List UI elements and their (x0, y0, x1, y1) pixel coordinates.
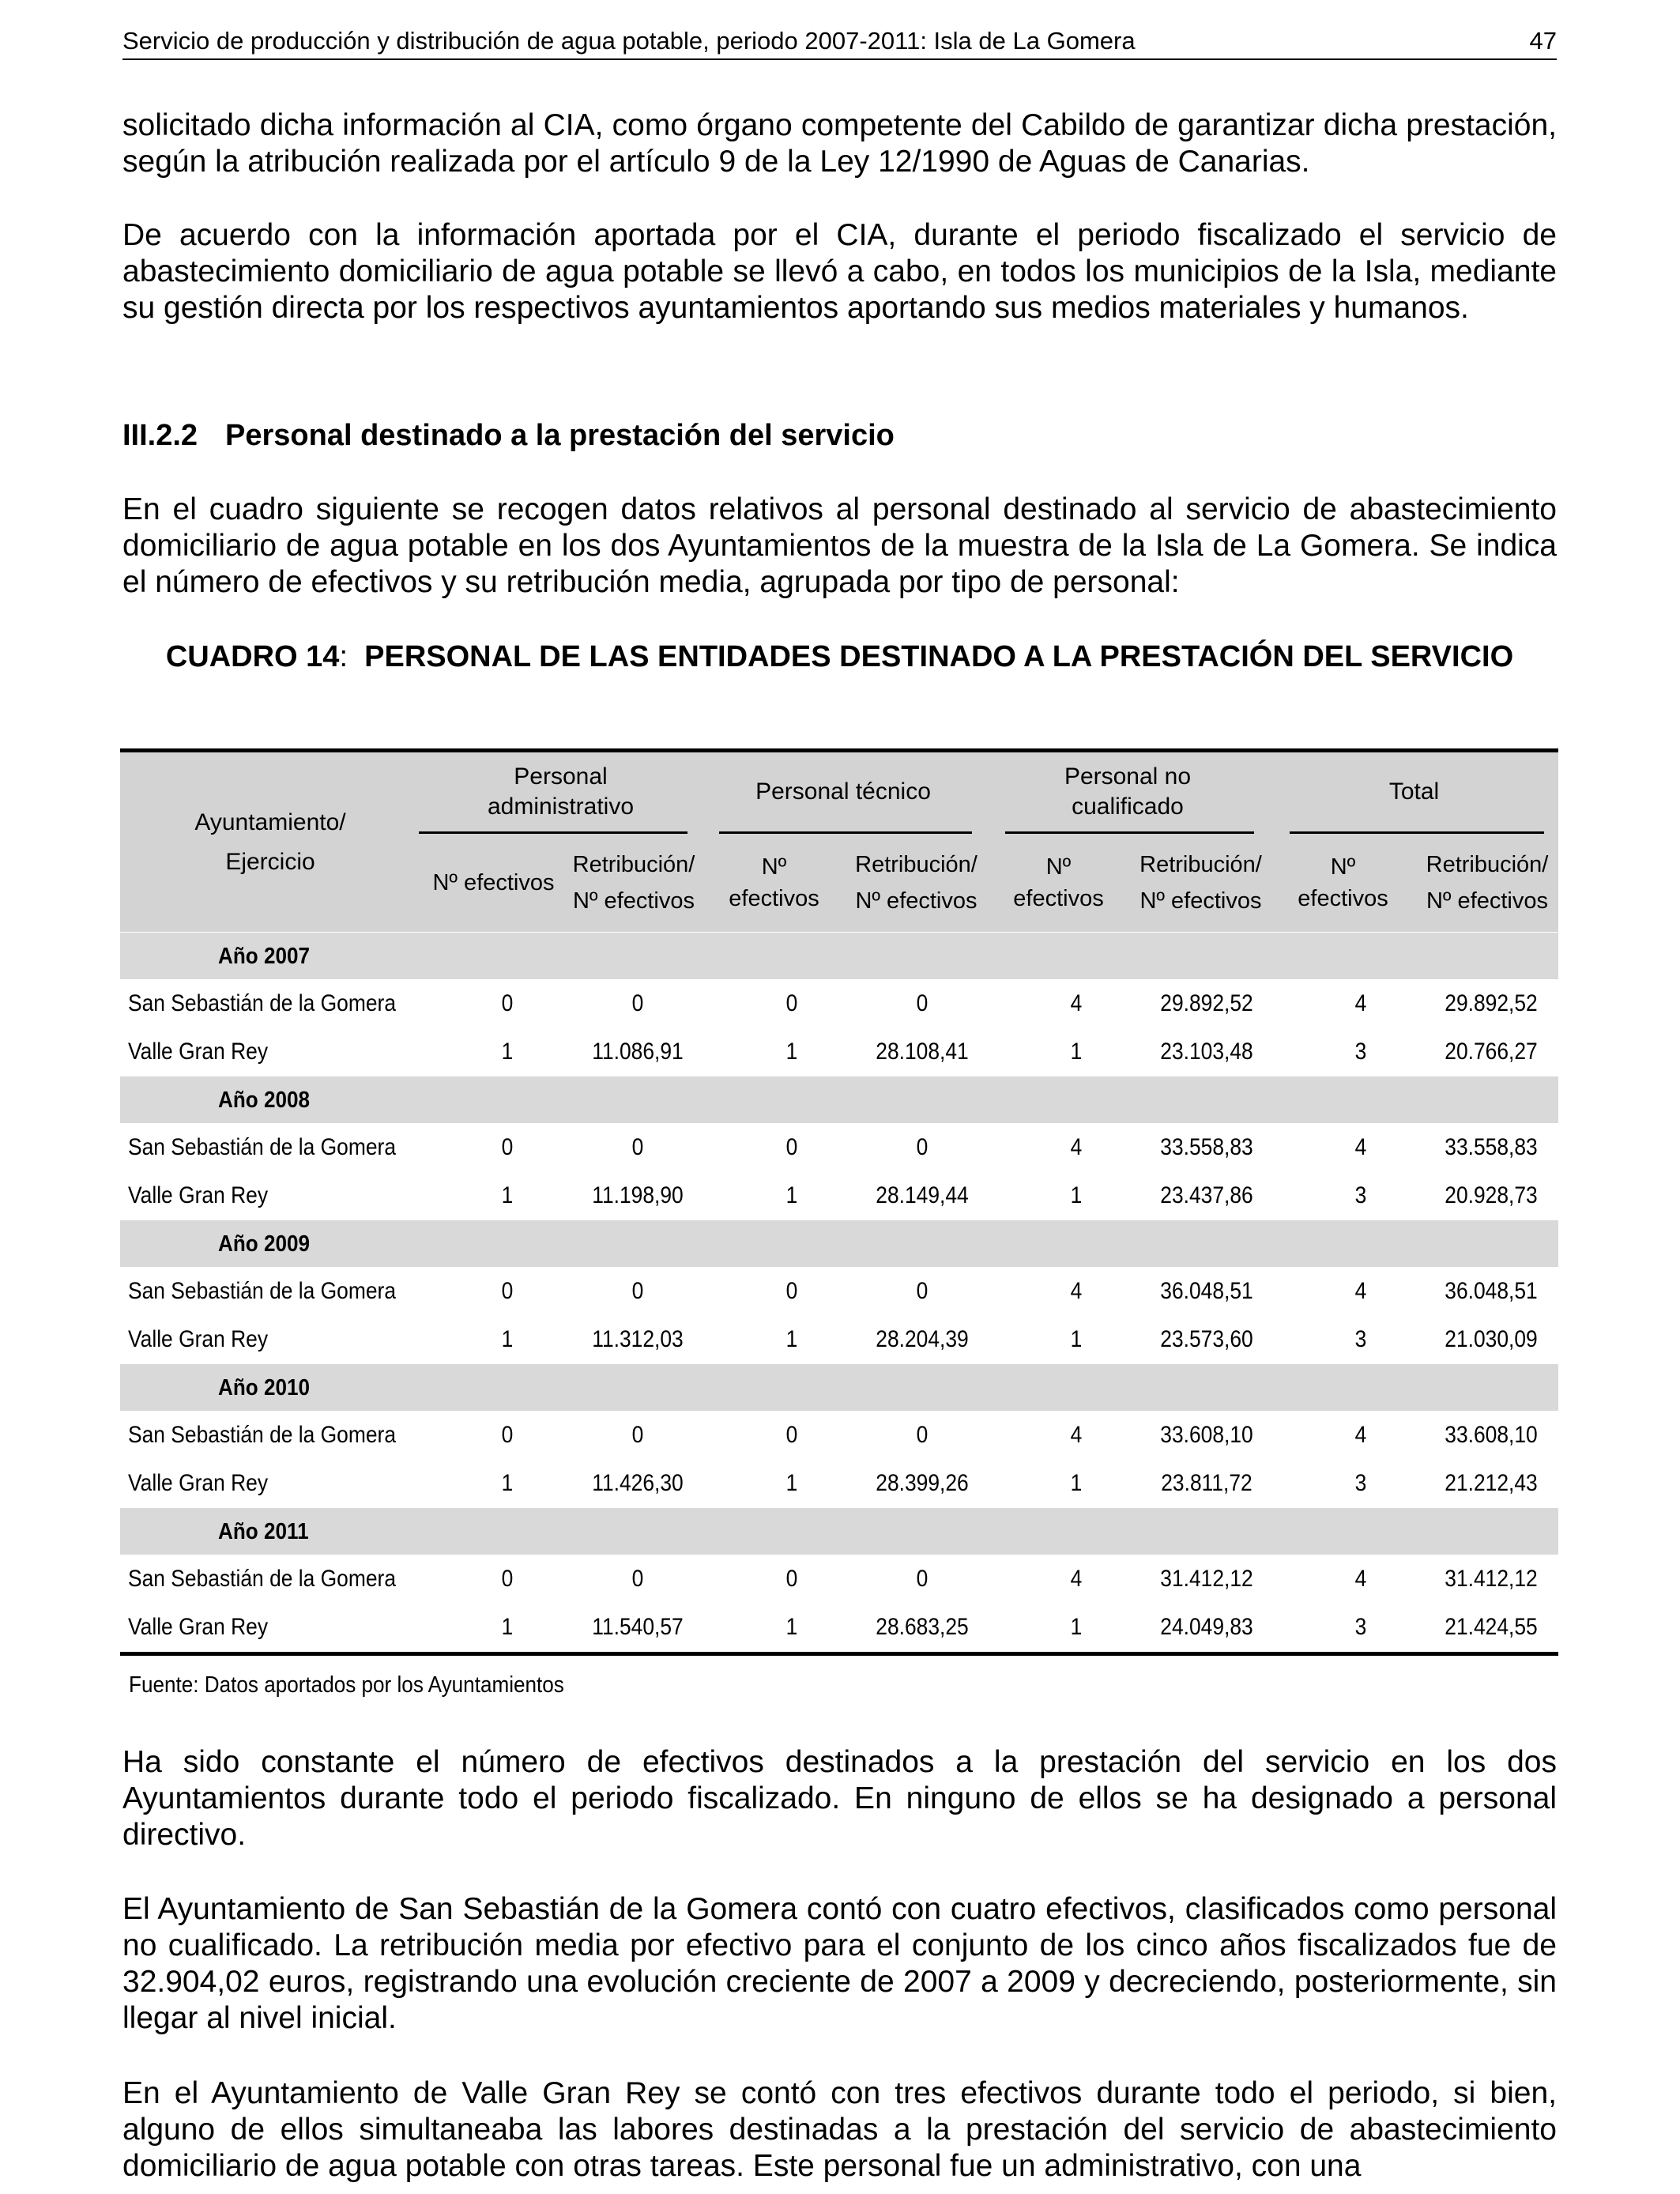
table-cell: 11.312,03 (592, 1325, 684, 1352)
table-cell: 36.048,51 (1160, 1277, 1253, 1304)
table-title-separator: : (339, 640, 348, 673)
page-number: 47 (1529, 27, 1557, 55)
table-row (120, 1603, 1558, 1651)
subheader-efectivos-no-cualificado: Nº efectivos (1013, 854, 1104, 911)
table-cell: 3 (1354, 1469, 1367, 1496)
table-cell: 28.149,44 (876, 1182, 969, 1208)
table-cell: 23.103,48 (1160, 1038, 1253, 1065)
table-cell: 33.558,83 (1445, 1133, 1538, 1160)
table-cell: 23.437,86 (1160, 1182, 1253, 1208)
table-cell: 0 (785, 1277, 798, 1304)
table-cell: 0 (501, 990, 514, 1016)
table-cell: 0 (916, 990, 929, 1016)
table-cell: 1 (501, 1038, 514, 1065)
table-row (120, 1267, 1558, 1315)
table-row (120, 1459, 1558, 1507)
year-row (120, 1363, 1558, 1411)
table-cell: 0 (501, 1421, 514, 1448)
paragraph-5: El Ayuntamiento de San Sebastián de la Gomera contó con cuatro efectivos, clasificados como personal no cualificado. La retribución media por efectivo para el conjunto de los cinco años fiscalizados fue de 32.904,02 euros, registrando una evolución creciente de 2007 a 2009 y decreciendo, posteriormente, sin llegar al nivel inicial. (122, 1892, 1557, 2035)
table-cell: 0 (501, 1277, 514, 1304)
year-row (120, 1507, 1558, 1555)
table-cell: 0 (916, 1565, 929, 1592)
table-cell: 0 (785, 1421, 798, 1448)
table-cell: 31.412,12 (1160, 1565, 1253, 1592)
row-ayuntamiento-name: Valle Gran Rey (128, 1613, 269, 1640)
table-cell: 0 (916, 1421, 929, 1448)
table-cell: 31.412,12 (1445, 1565, 1538, 1592)
table-cell: 1 (1070, 1182, 1083, 1208)
table-cell: 4 (1070, 1565, 1083, 1592)
subheader-retribucion-no-cualificado: Retribución/ Nº efectivos (1139, 852, 1262, 914)
row-ayuntamiento-name: Valle Gran Rey (128, 1038, 269, 1065)
table-row (120, 1315, 1558, 1363)
table-cell: 0 (785, 990, 798, 1016)
table-cell: 0 (631, 1565, 644, 1592)
table-cell: 21.030,09 (1445, 1325, 1538, 1352)
table-cell: 23.811,72 (1161, 1469, 1252, 1496)
table-cell: 4 (1354, 990, 1367, 1016)
table-row (120, 1123, 1558, 1171)
table-row (120, 1171, 1558, 1220)
table-bottom-rule (120, 1652, 1558, 1656)
table-cell: 0 (631, 990, 644, 1016)
paragraph-1: solicitado dicha información al CIA, como órgano competente del Cabildo de garantizar dicha prestación, según la atribución realizada por el artículo 9 de la Ley 12/1990 de Aguas de Canarias. (122, 108, 1557, 179)
table-cell: 11.086,91 (592, 1038, 684, 1065)
table-cell: 4 (1354, 1133, 1367, 1160)
header-group-administrativo: Personal administrativo (487, 763, 635, 820)
paragraph-6: En el Ayuntamiento de Valle Gran Rey se contó con tres efectivos durante todo el periodo, si bien, alguno de ellos simultaneaba las labores destinadas a la prestación del servicio de abastecimiento domiciliario de agua potable con otras tareas. Este personal fue un administrativo, con una (122, 2076, 1557, 2183)
table-cell: 3 (1354, 1182, 1367, 1208)
table-cell: 4 (1070, 990, 1083, 1016)
table-cell: 24.049,83 (1160, 1613, 1253, 1640)
table-cell: 28.399,26 (876, 1469, 969, 1496)
table-cell: 4 (1354, 1421, 1367, 1448)
subheader-efectivos-total: Nº efectivos (1298, 854, 1388, 911)
table-cell: 11.426,30 (592, 1469, 684, 1496)
section-title: Personal destinado a la prestación del servicio (225, 419, 895, 452)
table-cell: 28.204,39 (876, 1325, 969, 1352)
table-cell: 28.108,41 (876, 1038, 969, 1065)
header-group-total: Total (1388, 778, 1440, 805)
subheader-retribucion-total: Retribución/ Nº efectivos (1426, 852, 1549, 914)
paragraph-3: En el cuadro siguiente se recogen datos relativos al personal destinado al servicio de abastecimiento domiciliario de agua potable en los dos Ayuntamientos de la muestra de la Isla de La Gomera. Se indica el número de efectivos y su retribución media, agrupada por tipo de personal: (122, 492, 1557, 599)
table-cell: 4 (1070, 1133, 1083, 1160)
header-title: Servicio de producción y distribución de agua potable, periodo 2007-2011: Isla de La Gomera (122, 27, 1136, 55)
table-cell: 3 (1354, 1038, 1367, 1065)
table-cell: 36.048,51 (1445, 1277, 1538, 1304)
table-cell: 1 (1070, 1613, 1083, 1640)
row-ayuntamiento-name: San Sebastián de la Gomera (128, 1277, 397, 1304)
table-cell: 0 (631, 1133, 644, 1160)
table-cell: 23.573,60 (1160, 1325, 1253, 1352)
table-cell: 21.212,43 (1445, 1469, 1538, 1496)
table-cell: 1 (1070, 1469, 1083, 1496)
table-source-note: Fuente: Datos aportados por los Ayuntamientos (129, 1672, 564, 1698)
table-cell: 1 (785, 1038, 798, 1065)
row-ayuntamiento-name: San Sebastián de la Gomera (128, 1421, 397, 1448)
table-cell: 33.608,10 (1160, 1421, 1253, 1448)
subheader-efectivos-administrativo: Nº efectivos (432, 870, 555, 895)
table-title-prefix: CUADRO 14 (165, 640, 340, 673)
subheader-retribucion-administrativo: Retribución/ Nº efectivos (572, 852, 695, 914)
year-label: Año 2011 (218, 1518, 309, 1544)
table-cell: 4 (1354, 1277, 1367, 1304)
subheader-efectivos-tecnico: Nº efectivos (729, 854, 819, 911)
year-label: Año 2009 (218, 1231, 311, 1257)
year-label: Año 2008 (218, 1087, 311, 1113)
year-row (120, 1220, 1558, 1267)
year-label: Año 2007 (218, 943, 311, 969)
header-ayuntamiento-ejercicio: Ayuntamiento/ Ejercicio (194, 809, 346, 875)
table-cell: 1 (785, 1325, 798, 1352)
row-ayuntamiento-name: Valle Gran Rey (128, 1182, 269, 1208)
table-cell: 21.424,55 (1445, 1613, 1538, 1640)
table-cell: 1 (501, 1325, 514, 1352)
table-cell: 3 (1354, 1613, 1367, 1640)
table-cell: 33.558,83 (1160, 1133, 1253, 1160)
table-cell: 0 (916, 1133, 929, 1160)
table-cell: 0 (785, 1565, 798, 1592)
row-ayuntamiento-name: San Sebastián de la Gomera (128, 1133, 397, 1160)
table-cell: 0 (916, 1277, 929, 1304)
section-heading (122, 419, 895, 453)
paragraph-2: De acuerdo con la información aportada por el CIA, durante el periodo fiscalizado el servicio de abastecimiento domiciliario de agua potable se llevó a cabo, en todos los municipios de la Isla, mediante su gestión directa por los respectivos ayuntamientos aportando sus medios materiales y humanos. (122, 218, 1557, 325)
table-cell: 29.892,52 (1445, 990, 1538, 1016)
table-cell: 0 (501, 1565, 514, 1592)
table-cell: 20.928,73 (1445, 1182, 1538, 1208)
table-cell: 11.198,90 (592, 1182, 684, 1208)
row-ayuntamiento-name: Valle Gran Rey (128, 1469, 269, 1496)
table-cell: 1 (501, 1182, 514, 1208)
table-cell: 0 (785, 1133, 798, 1160)
table-cell: 33.608,10 (1445, 1421, 1538, 1448)
row-ayuntamiento-name: Valle Gran Rey (128, 1325, 269, 1352)
table-cell: 11.540,57 (592, 1613, 684, 1640)
year-label: Año 2010 (218, 1374, 311, 1400)
table-cell: 4 (1354, 1565, 1367, 1592)
section-number: III.2.2 (122, 419, 198, 452)
table-cell: 1 (785, 1613, 798, 1640)
table-cell: 1 (785, 1469, 798, 1496)
table-row (120, 1027, 1558, 1076)
subheader-retribucion-tecnico: Retribución/ Nº efectivos (855, 852, 977, 914)
table-cell: 1 (1070, 1325, 1083, 1352)
table-cell: 28.683,25 (876, 1613, 969, 1640)
table-cell: 1 (1070, 1038, 1083, 1065)
row-ayuntamiento-name: San Sebastián de la Gomera (128, 1565, 397, 1592)
table-row (120, 1555, 1558, 1603)
year-row (120, 1076, 1558, 1123)
table-title-text: PERSONAL DE LAS ENTIDADES DESTINADO A LA PRESTACIÓN DEL SERVICIO (364, 640, 1514, 673)
table-cell: 0 (631, 1421, 644, 1448)
table-row (120, 979, 1558, 1027)
paragraph-4: Ha sido constante el número de efectivos destinados a la prestación del servicio en los dos Ayuntamientos durante todo el periodo fiscalizado. En ninguno de ellos se ha designado a personal directivo. (122, 1745, 1557, 1852)
table-cell: 20.766,27 (1445, 1038, 1538, 1065)
table-cell: 4 (1070, 1277, 1083, 1304)
table-row (120, 1411, 1558, 1459)
table-cell: 0 (501, 1133, 514, 1160)
table-cell: 4 (1070, 1421, 1083, 1448)
table-cell: 3 (1354, 1325, 1367, 1352)
table-cell: 1 (501, 1613, 514, 1640)
header-group-tecnico: Personal técnico (755, 778, 931, 805)
page-header (122, 24, 1557, 60)
table-cell: 1 (501, 1469, 514, 1496)
table-title (122, 639, 1557, 675)
table-cell: 1 (785, 1182, 798, 1208)
header-group-no-cualificado: Personal no cualificado (1064, 763, 1192, 820)
table-cell: 29.892,52 (1160, 990, 1253, 1016)
table-cell: 0 (631, 1277, 644, 1304)
row-ayuntamiento-name: San Sebastián de la Gomera (128, 990, 397, 1016)
year-row (120, 932, 1558, 979)
